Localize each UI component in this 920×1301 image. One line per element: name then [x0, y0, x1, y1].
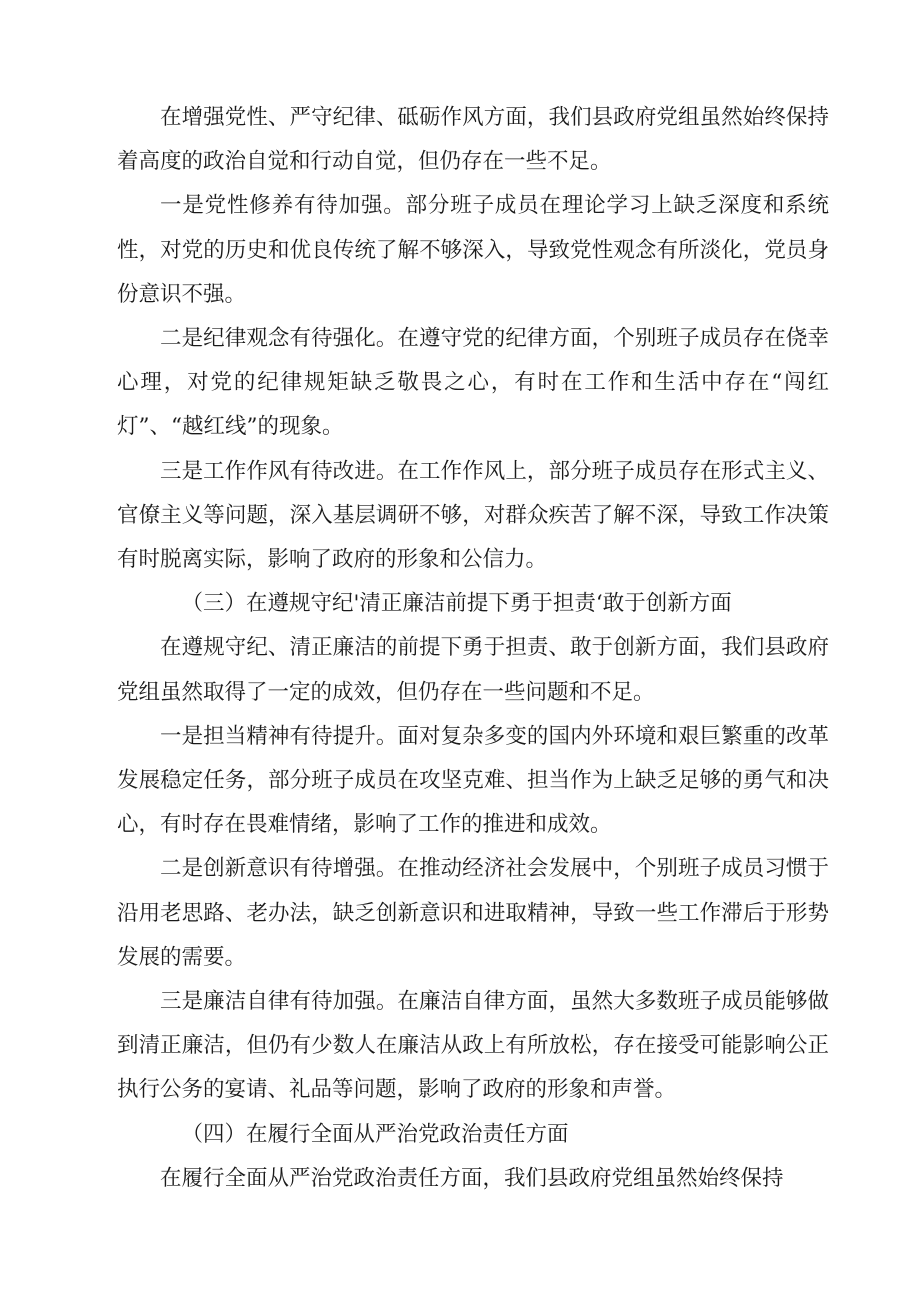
paragraph-intro-responsibility-innovation: 在遵规守纪、清正廉洁的前提下勇于担责、敢于创新方面，我们县政府党组虽然取得了一定的成效，但仍存在一些问题和不足。: [117, 635, 829, 705]
paragraph-intro-party-spirit: 在增强党性、严守纪律、砥砺作风方面，我们县政府党组虽然始终保持着高度的政治自觉和行动自觉，但仍存在一些不足。: [117, 105, 829, 175]
paragraph-point-two-discipline: 二是纪律观念有待强化。在遵守党的纪律方面，个别班子成员存在侥幸心理，对党的纪律规矩缺乏敬畏之心，有时在工作和生活中存在“闯红灯”、“越红线”的现象。: [117, 326, 829, 440]
paragraph-point-two-innovation: 二是创新意识有待增强。在推动经济社会发展中，个别班子成员习惯于沿用老思路、老办法，缺乏创新意识和进取精神，导致一些工作滞后于形势发展的需要。: [117, 856, 829, 970]
document-body: [117, 96, 829, 1201]
section-heading-four: （四）在履行全面从严治党政治责任方面: [181, 1121, 569, 1147]
paragraph-point-three-work-style: 三是工作作风有待改进。在工作作风上，部分班子成员存在形式主义、官僚主义等问题，深入基层调研不够，对群众疾苦了解不深，导致工作决策有时脱离实际，影响了政府的形象和公信力。: [117, 458, 829, 573]
paragraph-point-one-responsibility: 一是担当精神有待提升。面对复杂多变的国内外环境和艰巨繁重的改革发展稳定任务，部分班子成员在攻坚克难、担当作为上缺乏足够的勇气和决心，有时存在畏难情绪，影响了工作的推进和成效。: [117, 723, 829, 838]
paragraph-point-three-integrity: 三是廉洁自律有待加强。在廉洁自律方面，虽然大多数班子成员能够做到清正廉洁，但仍有少数人在廉洁从政上有所放松，存在接受可能影响公正执行公务的宴请、礼品等问题，影响了政府的形象和声誉。: [117, 989, 829, 1103]
paragraph-point-one-party-cultivation: 一是党性修养有待加强。部分班子成员在理论学习上缺乏深度和系统性，对党的历史和优良传统了解不够深入，导致党性观念有所淡化，党员身份意识不强。: [117, 193, 829, 307]
paragraph-intro-party-governance: 在履行全面从严治党政治责任方面，我们县政府党组虽然始终保持: [160, 1165, 784, 1191]
section-heading-three: （三）在遵规守纪'清正廉洁前提下勇于担责‘敢于创新方面: [181, 591, 732, 617]
